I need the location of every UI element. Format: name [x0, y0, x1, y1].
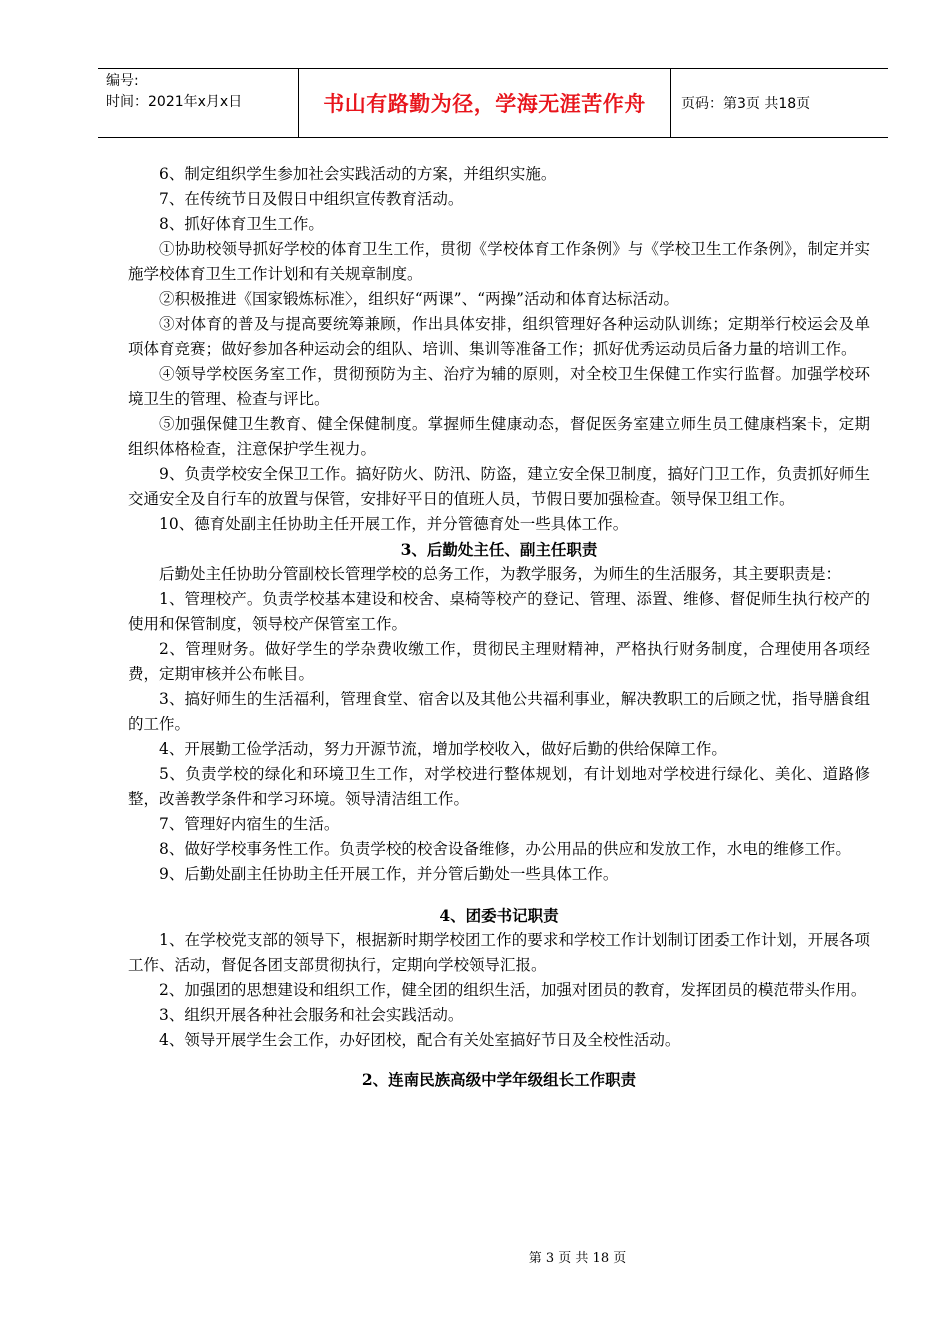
body-paragraph: 1、在学校党支部的领导下，根据新时期学校团工作的要求和学校工作计划制订团委工作计划，开展各项工作、活动，督促各团支部贯彻执行，定期向学校领导汇报。 [128, 931, 870, 974]
body-paragraph: 4、领导开展学生会工作，办好团校，配合有关处室搞好节日及全校性活动。 [159, 1031, 681, 1049]
page-header [98, 68, 888, 138]
header-meta-cell [98, 69, 299, 137]
body-paragraph: 7、管理好内宿生的生活。 [159, 815, 340, 833]
body-paragraph: 1、管理校产。负责学校基本建设和校舍、桌椅等校产的登记、管理、添置、维修、督促师生执行校产的使用和保管制度，领导校产保管室工作。 [128, 590, 870, 633]
body-paragraph: 8、抓好体育卫生工作。 [159, 215, 324, 233]
body-paragraph: 4、开展勤工俭学活动，努力开源节流，增加学校收入，做好后勤的供给保障工作。 [159, 740, 727, 758]
body-paragraph: 2、加强团的思想建设和组织工作，健全团的组织生活，加强对团员的教育，发挥团员的模范带头作用。 [159, 981, 867, 999]
doc-number-label: 编号: [106, 73, 139, 89]
body-paragraph: 10、德育处副主任协助主任开展工作，并分管德育处一些具体工作。 [159, 515, 629, 533]
body-paragraph: 5、负责学校的绿化和环境卫生工作，对学校进行整体规划，有计划地对学校进行绿化、美化、道路修整，改善教学条件和学习环境。领导清洁组工作。 [128, 765, 870, 808]
section-spacer [128, 887, 870, 903]
body-paragraph: 9、负责学校安全保卫工作。搞好防火、防汛、防盗，建立安全保卫制度，搞好门卫工作，负责抓好师生交通安全及自行车的放置与保管，安排好平日的值班人员，节假日要加强检查。领导保卫组工作。 [128, 465, 870, 508]
footer-page-number: 第 3 页 共 18 页 [528, 1251, 627, 1266]
body-paragraph: 3、组织开展各种社会服务和社会实践活动。 [159, 1006, 464, 1024]
body-paragraph: ④领导学校医务室工作，贯彻预防为主、治疗为辅的原则，对全校卫生保健工作实行监督。加强学校环境卫生的管理、检查与评比。 [128, 365, 870, 408]
section-heading: 2、连南民族高级中学年级组长工作职责 [361, 1070, 637, 1089]
body-paragraph: 6、制定组织学生参加社会实践活动的方案，并组织实施。 [159, 165, 557, 183]
body-paragraph: ②积极推进《国家锻炼标准〉，组织好“两课”、“两操”活动和体育达标活动。 [159, 290, 679, 308]
body-paragraph: ①协助校领导抓好学校的体育卫生工作，贯彻《学校体育工作条例》与《学校卫生工作条例》，制定并实施学校体育卫生工作计划和有关规章制度。 [128, 240, 870, 283]
body-paragraph: 3、搞好师生的生活福利，管理食堂、宿舍以及其他公共福利事业，解决教职工的后顾之忧，指导膳食组的工作。 [128, 690, 870, 733]
document-body [128, 162, 870, 1092]
page-footer [0, 1247, 950, 1266]
body-paragraph: 9、后勤处副主任协助主任开展工作，并分管后勤处一些具体工作。 [159, 865, 619, 883]
doc-time-label: 时间：2021年x月x日 [106, 94, 243, 110]
section-spacer [128, 1053, 870, 1067]
header-page-info: 页码：第3页 共18页 [681, 96, 811, 112]
body-paragraph: 8、做好学校事务性工作。负责学校的校舍设备维修，办公用品的供应和发放工作，水电的维修工作。 [159, 840, 851, 858]
section-heading: 3、后勤处主任、副主任职责 [400, 540, 598, 559]
header-motto: 书山有路勤为径，学海无涯苦作舟 [299, 69, 671, 137]
body-paragraph: 2、管理财务。做好学生的学杂费收缴工作，贯彻民主理财精神，严格执行财务制度，合理使用各项经费，定期审核并公布帐目。 [128, 640, 870, 683]
body-paragraph: 7、在传统节日及假日中组织宣传教育活动。 [159, 190, 464, 208]
body-paragraph: ⑤加强保健卫生教育、健全保健制度。掌握师生健康动态，督促医务室建立师生员工健康档案卡，定期组织体格检查，注意保护学生视力。 [128, 415, 870, 458]
section-heading: 4、团委书记职责 [439, 906, 559, 925]
body-paragraph: 后勤处主任协助分管副校长管理学校的总务工作，为教学服务，为师生的生活服务，其主要职责是： [159, 565, 842, 583]
body-paragraph: ③对体育的普及与提高要统筹兼顾，作出具体安排，组织管理好各种运动队训练；定期举行校运会及单项体育竞赛；做好参加各种运动会的组队、培训、集训等准备工作；抓好优秀运动员后备力量的培训工作。 [128, 315, 870, 358]
